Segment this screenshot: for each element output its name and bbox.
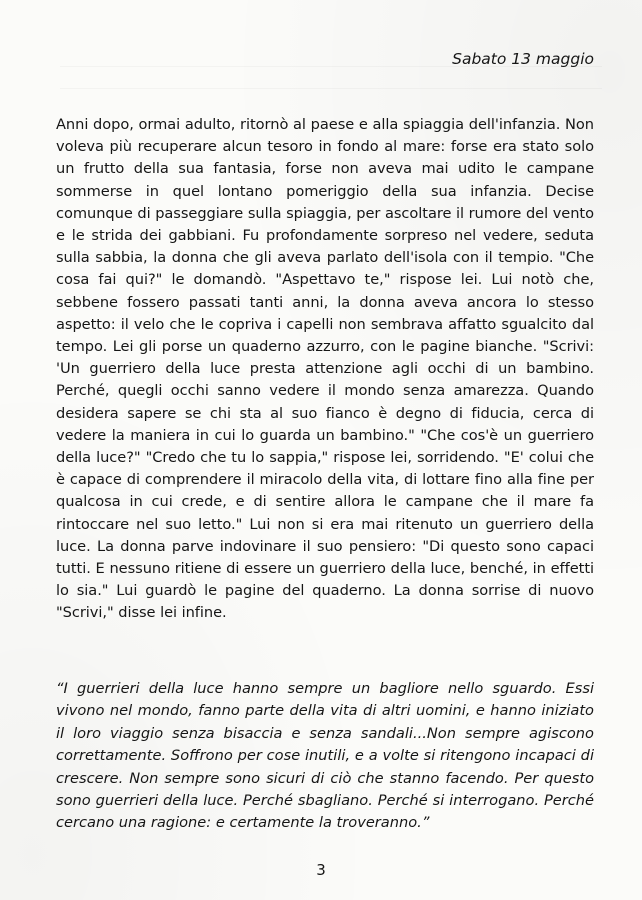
main-paragraph-block bbox=[56, 114, 594, 625]
quote-block bbox=[56, 678, 594, 835]
page-date: Sabato 13 maggio bbox=[452, 50, 594, 68]
quote-text: “I guerrieri della luce hanno sempre un bagliore nello sguardo. Essi vivono nel mondo, fanno parte della vita di altri uomini, e hanno iniziato il loro viaggio senza bisaccia e senza sandali...Non sempre agiscono correttamente. Soffrono per cose inutili, e a volte si ritengono incapaci di crescere. Non sempre sono sicuri di ciò che stanno facendo. Per questo sono guerrieri della luce. Perché sbagliano. Perché si interrogano. Perché cercano una ragione: e certamente la troveranno.” bbox=[56, 680, 594, 832]
main-paragraph: Anni dopo, ormai adulto, ritornò al paese e alla spiaggia dell'infanzia. Non voleva più recuperare alcun tesoro in fondo al mare: forse era stato solo un frutto della sua fantasia, forse non aveva mai udito le campane sommerse in quel lontano pomeriggio della sua infanzia. Decise comunque di passeggiare sulla spiaggia, per ascoltare il rumore del vento e le strida dei gabbiani. Fu profondamente sorpreso nel vedere, seduta sulla sabbia, la donna che gli aveva parlato dell'isola con il tempio. "Che cosa fai qui?" le domandò. "Aspettavo te," rispose lei. Lui notò che, sebbene fossero passati tanti anni, la donna aveva ancora lo stesso aspetto: il velo che le copriva i capelli non sembrava affatto sgualcito dal tempo. Lei gli porse un quaderno azzurro, con le pagine bianche. "Scrivi: 'Un guerriero della luce presta attenzione agli occhi di un bambino. Perché, quegli occhi sanno vedere il mondo senza amarezza. Quando desidera sapere se chi sta al suo fianco è degno di fiducia, cerca di vedere la maniera in cui lo guarda un bambino." "Che cos'è un guerriero della luce?" "Credo che tu lo sappia," rispose lei, sorridendo. "E' colui che è capace di comprendere il miracolo della vita, di lottare fino alla fine per qualcosa in cui crede, e di sentire allora le campane che il mare fa rintoccare nel suo letto." Lui non si era mai ritenuto un guerriero della luce. La donna parve indovinare il suo pensiero: "Di questo sono capaci tutti. E nessuno ritiene di essere un guerriero della luce, benché, in effetti lo sia." Lui guardò le pagine del quaderno. La donna sorrise di nuovo "Scrivi," disse lei infine. bbox=[56, 116, 594, 622]
page-number: 3 bbox=[316, 861, 326, 879]
bleed-through-line bbox=[60, 88, 602, 89]
